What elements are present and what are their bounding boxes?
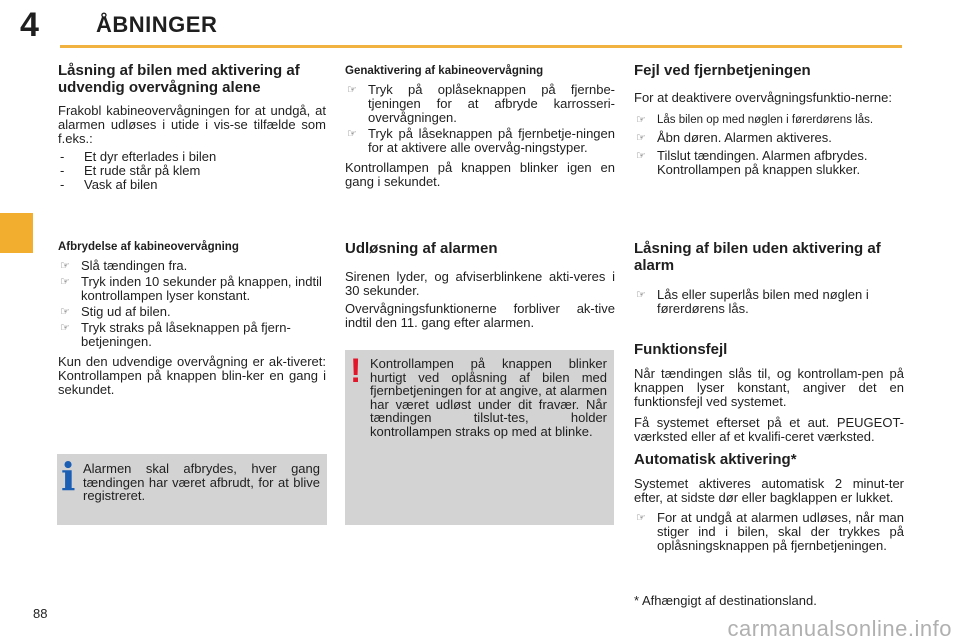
list-item: - Et rude står på klem <box>58 164 326 178</box>
chapter-title: ÅBNINGER <box>96 12 218 37</box>
malfunction-paragraph: Få systemet efterset på et aut. PEUGEOT-værksted eller af et kvalifi-ceret værksted. <box>634 415 904 444</box>
column-middle-trigger <box>345 240 615 334</box>
pointing-finger-icon: ☞ <box>636 512 646 524</box>
pointing-finger-icon: ☞ <box>60 322 70 334</box>
column-left-disable <box>58 240 326 401</box>
lock-steps <box>634 288 904 316</box>
fault-intro: For at deaktivere overvågningsfunktio-nerne: <box>634 90 892 105</box>
malfunction-paragraph: Når tændingen slås til, og kontrollam-pen på knappen lyser konstant, angiver det en funktionsfejl ved systemet. <box>634 366 904 409</box>
list-item: ☞ Tryk inden 10 sekunder på knappen, indtil kontrollampen lyser konstant. <box>60 274 322 303</box>
info-icon: i <box>61 454 76 499</box>
section-title-auto-activation: Automatisk aktivering* <box>634 451 797 468</box>
info-box <box>57 454 327 525</box>
column-right-lock <box>634 240 904 322</box>
list-item: ☞ Stig ud af bilen. <box>60 304 171 319</box>
section-title-malfunction: Funktionsfejl <box>634 341 728 358</box>
column-right <box>634 62 904 183</box>
list-item: ☞ Tryk straks på låseknappen på fjern-betjeningen. <box>60 320 291 349</box>
reactivate-note: Kontrollampen på knappen blinker igen en gang i sekundet. <box>345 160 615 189</box>
column-right-auto <box>634 451 904 559</box>
header-divider <box>60 45 902 48</box>
list-item: - Vask af bilen <box>58 178 326 192</box>
section-title-lock-exterior: Låsning af bilen med aktivering af udvendig overvågning alene <box>58 62 300 96</box>
reactivate-steps <box>345 83 615 155</box>
pointing-finger-icon: ☞ <box>347 84 357 96</box>
list-item: ☞ Lås eller superlås bilen med nøglen i førerdørens lås. <box>636 287 869 316</box>
warning-box <box>345 350 614 525</box>
situation-list <box>58 150 326 192</box>
list-item: ☞ Tryk på oplåseknappen på fjernbe-tjeningen for at afbryde karrosseri-overvågningen. <box>347 82 615 125</box>
pointing-finger-icon: ☞ <box>636 114 646 126</box>
list-item: - Et dyr efterlades i bilen <box>58 150 326 164</box>
page-number: 88 <box>33 606 48 621</box>
list-item: ☞ Lås bilen op med nøglen i førerdørens lås. <box>636 114 874 126</box>
column-middle <box>345 64 615 193</box>
section-intro: Frakobl kabineovervågningen for at undgå, at alarmen udløses i utide i vis-se tilfælde som f.eks.: <box>58 103 326 146</box>
pointing-finger-icon: ☞ <box>60 276 70 288</box>
chapter-side-tab <box>0 213 33 253</box>
trigger-paragraph: Overvågningsfunktionerne forbliver ak-tive indtil den 11. gang efter alarmen. <box>345 301 615 330</box>
footnote: * Afhængigt af destinationsland. <box>634 593 817 608</box>
section-title-reactivate: Genaktivering af kabineovervågning <box>345 65 544 77</box>
disable-note: Kun den udvendige overvågning er ak-tiveret: Kontrollampen på knappen blin-ker en gang i sekundet. <box>58 354 326 397</box>
watermark: carmanualsonline.info <box>727 616 952 641</box>
pointing-finger-icon: ☞ <box>636 150 646 162</box>
pointing-finger-icon: ☞ <box>636 132 646 144</box>
list-item: ☞ Slå tændingen fra. <box>60 258 188 273</box>
section-title-trigger: Udløsning af alarmen <box>345 240 498 257</box>
pointing-finger-icon: ☞ <box>347 128 357 140</box>
fault-steps <box>634 113 904 177</box>
auto-paragraph: Systemet aktiveres automatisk 2 minut-ter efter, at sidste dør eller bagklappen er lukket. <box>634 476 904 505</box>
section-title-disable: Afbrydelse af kabineovervågning <box>58 241 239 253</box>
warning-box-text: Kontrollampen på knappen blinker hurtigt ved oplåsning af bilen med fjernbetjeningen for at angive, at alarmen har været udløst under dit fravær. Når tændingen tilslut-tes, holder kontrollampen straks op med at blinke. <box>370 356 607 439</box>
info-box-text: Alarmen skal afbrydes, hver gang tændingen har været afbrudt, for at blive registreret. <box>83 461 320 503</box>
exclamation-icon: ! <box>350 352 362 390</box>
chapter-number: 4 <box>20 6 39 44</box>
list-item: ☞ Tryk på låseknappen på fjernbetje-ningen for at aktivere alle overvåg-ningstyper. <box>347 126 615 155</box>
pointing-finger-icon: ☞ <box>60 306 70 318</box>
section-title-lock-no-alarm: Låsning af bilen uden aktivering af alarm <box>634 240 881 274</box>
section-title-remote-fault: Fejl ved fjernbetjeningen <box>634 62 811 79</box>
column-left <box>58 62 326 198</box>
pointing-finger-icon: ☞ <box>60 260 70 272</box>
trigger-paragraph: Sirenen lyder, og afviserblinkene akti-veres i 30 sekunder. <box>345 269 615 298</box>
list-item: ☞ Åbn døren. Alarmen aktiveres. <box>636 130 832 145</box>
column-right-malfunction <box>634 341 904 448</box>
list-item: ☞ Tilslut tændingen. Alarmen afbrydes. Kontrollampen på knappen slukker. <box>636 148 868 177</box>
auto-steps <box>634 511 904 553</box>
disable-steps <box>58 259 326 349</box>
list-item: ☞ For at undgå at alarmen udløses, når man stiger ind i bilen, skal der trykkes på oplåsningsknappen på fjernbetjeningen. <box>636 510 904 553</box>
pointing-finger-icon: ☞ <box>636 289 646 301</box>
